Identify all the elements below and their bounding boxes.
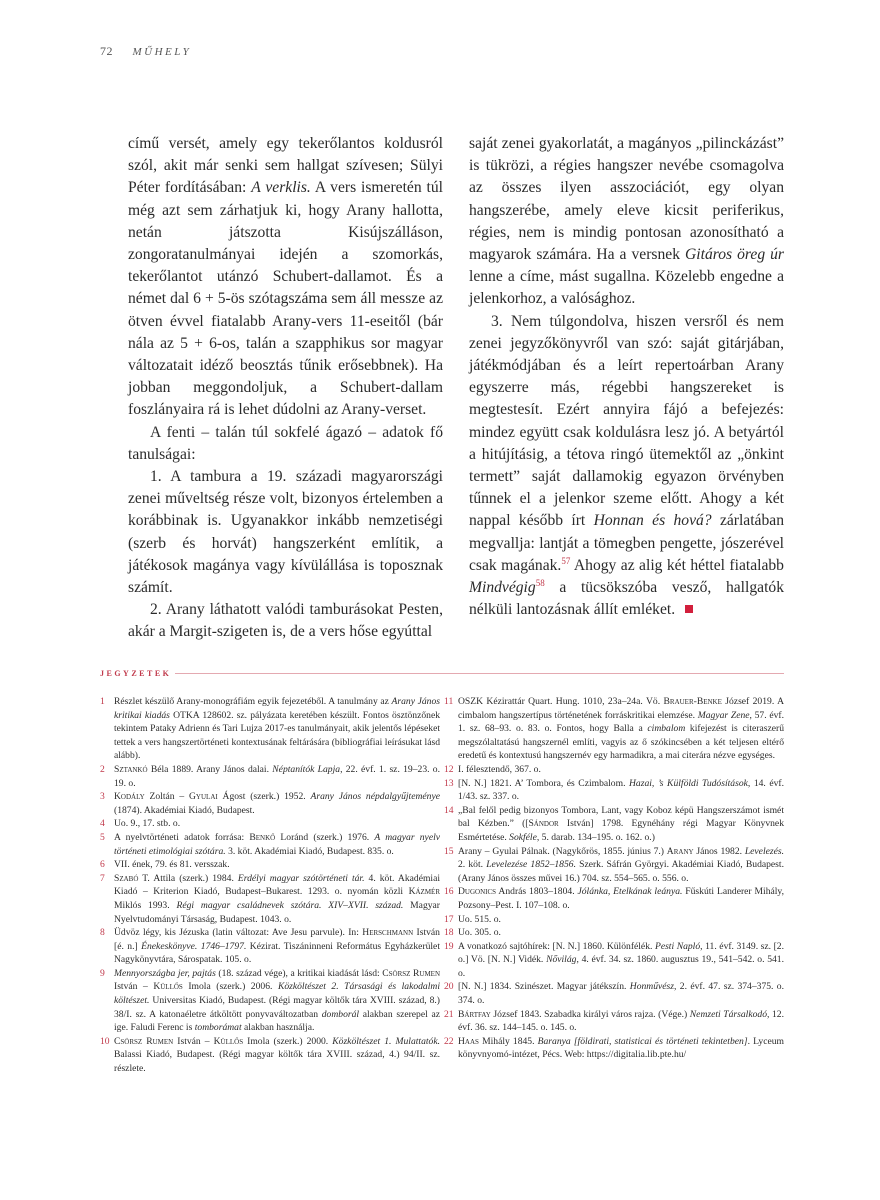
text-run: , 57. évf. 1. sz. 68–93. o. 83. o. Fontos, hogy Balla a bbox=[458, 709, 784, 735]
footnote bbox=[100, 1035, 440, 1076]
footnote-text bbox=[114, 858, 440, 872]
end-of-article-mark bbox=[685, 605, 693, 613]
footnote-number: 16 bbox=[444, 886, 454, 898]
author-name: Sztankó bbox=[114, 763, 148, 775]
text-run: Részlet készülő Arany-monográfiám egyik fejezetéből. A tanulmány az bbox=[114, 696, 392, 707]
italic-text: A verklis. bbox=[251, 179, 311, 197]
text-run: című versét, amely egy tekerőlantos koldusról szól, akit már senki sem hallgat szívesen; Sülyi Péter fordításában: bbox=[128, 135, 443, 197]
paragraph bbox=[469, 133, 784, 311]
text-run: István – bbox=[173, 1035, 214, 1047]
footnote bbox=[444, 695, 784, 763]
footnotes bbox=[100, 695, 784, 1076]
footnote bbox=[444, 885, 784, 912]
footnote-number: 1 bbox=[100, 696, 105, 707]
italic-text: tomborámat bbox=[194, 1022, 242, 1034]
author-name: Bártfay bbox=[458, 1008, 491, 1020]
italic-text: Gitáros öreg úr bbox=[685, 246, 784, 264]
italic-text: Levelezése 1852–1856. bbox=[486, 859, 576, 871]
body-column-right bbox=[469, 133, 784, 644]
footnote bbox=[100, 817, 440, 831]
text-run: T. Attila (szerk.) 1984. bbox=[138, 872, 238, 884]
text-run: Uo. 515. o. bbox=[458, 913, 501, 925]
footnote-text bbox=[114, 872, 440, 926]
author-name: Sándor bbox=[528, 818, 559, 830]
italic-text: Közköltészet 2. Társasági és lakodalmi költészet. bbox=[114, 981, 440, 1007]
footnote-number: 17 bbox=[444, 913, 454, 925]
text-run: András 1803–1804. bbox=[496, 886, 578, 898]
footnote bbox=[100, 695, 440, 763]
footnote bbox=[100, 831, 440, 858]
text-run: István [é. n.] bbox=[114, 927, 440, 952]
text-run: (18. század vége), a kritikai kiadását lásd: bbox=[215, 967, 383, 979]
text-run: alakban szerepel az ige. Faludi Ferenc is bbox=[114, 1008, 440, 1034]
italic-text: Arany János népdalgyűjteménye bbox=[310, 791, 440, 803]
italic-text: Mennyországba jer, pajtás bbox=[114, 967, 216, 979]
text-run: , 22. évf. 1. sz. 19–23. o. 19. o. bbox=[114, 763, 440, 789]
footnote-text bbox=[114, 1035, 440, 1076]
footnote-number: 20 bbox=[444, 981, 454, 993]
footnote-text bbox=[458, 845, 784, 886]
footnote-number: 22 bbox=[444, 1035, 454, 1047]
paragraph bbox=[128, 133, 443, 422]
footnote-text bbox=[458, 1008, 784, 1035]
footnote-text bbox=[458, 913, 784, 927]
footnotes-column-left bbox=[100, 695, 440, 1076]
text-run: lenne a címe, mást sugallna. Közelebb engedne a jelenkorhoz, a valósághoz. bbox=[469, 268, 784, 308]
text-run: zárlatában megvallja: lantját a tömegben pengette, jószerével csak magának. bbox=[469, 512, 784, 574]
text-run: OTKA 128602. sz. pályázata keretében készült. Fontos ösztönzőnek tekintem Pataky Adrienn és Tari Lujza 2017-es tanulmányait, akik jelentős lépéseket tettek a vers hangszertörténeti kontextusának feltárására (bibliográfiai leírásukat lásd alább). bbox=[114, 709, 441, 762]
footnote-text bbox=[114, 926, 440, 967]
italic-text: Arany János kritikai kiadás bbox=[114, 696, 440, 721]
author-name: Küllős bbox=[153, 981, 183, 993]
footnote bbox=[444, 980, 784, 1007]
text-run: 3. Nem túlgondolva, hiszen versről és nem zenei jegyzőkönyvről van szó: saját gitárjában, játékmódjában és a leírt repertoárban Arany egyszerre más, régebbi hangszereket is megtestesít. Ezért annyira fájó a befejezés: mindez együtt csak koldulásra lesz jó. A betyártól a hitújításig, a tétova ringó ütemektől az „önkint termett” saját dallamokig egyazon örvényben tűnnek el a jelenkor szeme előtt. Ahogy a két nappal később írt bbox=[469, 312, 784, 530]
footnote-number: 5 bbox=[100, 831, 105, 843]
italic-text: Baranya [földirati, statisticai és történeti tekintetben] bbox=[537, 1035, 748, 1047]
author-name: Küllős bbox=[213, 1035, 244, 1047]
text-run: Ágost (szerk.) 1952. bbox=[217, 791, 311, 803]
text-run: 2. köt. bbox=[458, 859, 487, 871]
italic-text: Honművész bbox=[629, 981, 675, 993]
body-column-left bbox=[128, 133, 443, 644]
paragraph bbox=[128, 599, 443, 643]
text-run: Mihály 1845. bbox=[478, 1035, 538, 1047]
footnote-number: 7 bbox=[100, 872, 105, 884]
footnote-text bbox=[114, 790, 440, 817]
text-run: [N. N.] 1834. Szinészet. Magyar játékszín. bbox=[458, 981, 630, 993]
text-run: , 11. évf. 3149. sz. [2. o.] Vö. [N. N.] Vidék. bbox=[458, 940, 784, 966]
footnote bbox=[444, 777, 784, 804]
text-run: Balassi Kiadó, Budapest. (Régi magyar költők tára XVIII. század, 4.) 94/II. sz. részlete. bbox=[114, 1049, 440, 1075]
text-run: a tücsökszóba vesző, hallgatók nélküli lantozásnak állít emléket. bbox=[469, 579, 784, 619]
footnotes-column-right bbox=[444, 695, 784, 1076]
italic-text: Honnan és hová? bbox=[593, 512, 712, 530]
author-name: Benkő bbox=[249, 831, 276, 843]
footnote-number: 8 bbox=[100, 927, 105, 939]
footnote bbox=[100, 763, 440, 790]
italic-text: Sokféle bbox=[509, 831, 537, 843]
footnote bbox=[100, 858, 440, 872]
author-name: Arany bbox=[666, 845, 694, 857]
text-run: , 2. évf. 47. sz. 374–375. o. 374. o. bbox=[458, 981, 784, 1007]
footnote-number: 12 bbox=[444, 763, 454, 775]
footnote-number: 11 bbox=[444, 696, 454, 707]
footnote bbox=[444, 913, 784, 927]
footnote-text bbox=[114, 967, 440, 1035]
text-run: Ahogy az alig két héttel fiatalabb bbox=[570, 556, 784, 574]
text-run: (1874). Akadémiai Kiadó, Budapest. bbox=[114, 804, 255, 816]
footnote-number: 21 bbox=[444, 1008, 454, 1020]
italic-text: Hazai, ’s Külföldi Tudósítások bbox=[629, 777, 748, 789]
text-run: Szerk. Sáfrán Györgyi. Akadémiai Kiadó, Budapest. (Arany János összes művei 16.) 704. sz. 554–565. o. 556. o. bbox=[458, 859, 784, 884]
text-run: I. félesztendő, 367. o. bbox=[458, 763, 541, 775]
footnote-text bbox=[114, 695, 440, 763]
footnote bbox=[100, 967, 440, 1035]
footnote bbox=[444, 1008, 784, 1035]
text-run: Uo. 305. o. bbox=[458, 927, 501, 939]
text-run: Imola (szerk.) 2006. bbox=[182, 981, 278, 993]
footnote bbox=[100, 926, 440, 967]
author-name: Gyulai bbox=[189, 791, 218, 803]
text-run: alakban használja. bbox=[241, 1022, 315, 1034]
text-run: , 14. évf. 1/43. sz. 337. o. bbox=[458, 777, 784, 803]
text-run: Magyar Nyelvtudományi Társaság, Budapest. 1043. o. bbox=[114, 899, 440, 925]
footnote-number: 19 bbox=[444, 940, 454, 952]
footnote-text bbox=[114, 831, 440, 858]
paragraph bbox=[128, 466, 443, 599]
text-run: József 2019. A cimbalom hangszertípus történetének forráskritikai elemzése. bbox=[458, 696, 785, 721]
footnote-number: 10 bbox=[100, 1035, 110, 1047]
footnote bbox=[444, 1035, 784, 1062]
footnote-number: 13 bbox=[444, 777, 454, 789]
italic-text: Nemzeti Társalkodó bbox=[689, 1008, 767, 1020]
text-run: Arany – Gyulai Pálnak. (Nagykőrös, 1855. június 7.) bbox=[458, 845, 667, 857]
italic-text: Levelezés. bbox=[744, 845, 784, 857]
italic-text: Énekeskönyve. 1746–1797. bbox=[141, 940, 247, 952]
text-run: , 5. darab. 134–195. o. 162. o.) bbox=[536, 831, 655, 843]
text-run: „Bal felől pedig bizonyos Tombora, Lant, vagy Koboz képü Hangszerszámot ismét bal Kézben.” ([ bbox=[458, 804, 784, 830]
footnote bbox=[444, 804, 784, 845]
italic-text: Erdélyi magyar szótörténeti tár. bbox=[237, 872, 365, 884]
italic-text: Mindvégig bbox=[469, 579, 536, 597]
author-name: Dugonics bbox=[458, 886, 497, 898]
italic-text: Magyar Zene bbox=[697, 709, 750, 721]
italic-text: Jólánka, Etelkának leánya. bbox=[577, 886, 683, 898]
text-run: A vonatkozó sajtóhírek: [N. N.] 1860. Különfélék. bbox=[458, 940, 655, 952]
footnote-number: 9 bbox=[100, 967, 105, 979]
paragraph bbox=[469, 311, 784, 622]
text-run: Imola (szerk.) 2000. bbox=[243, 1035, 333, 1047]
footnote-number: 4 bbox=[100, 818, 105, 830]
footnote-text bbox=[458, 885, 784, 912]
text-run: kifejezést is citeraszerű megszólaltatású hangszernél említi, vagyis az ő szókincsében a két teljesen eltérő eredetű és kontextusú hangszernév egy harmadikra, a mai citerára nézve egységes. bbox=[458, 723, 784, 762]
text-run: József 1843. Szabadka királyi város rajza. (Vége.) bbox=[490, 1008, 690, 1020]
body-text bbox=[128, 133, 784, 644]
footnote-text bbox=[458, 804, 784, 845]
footnote-number: 14 bbox=[444, 804, 454, 816]
italic-text: A magyar nyelv történeti etimológiai szótára. bbox=[114, 831, 440, 857]
author-name: Kodály bbox=[114, 791, 145, 803]
text-run: Kézirat. Tiszáninneni Református Egyházkerület Nagykönyvtára, Sárospatak. 105. o. bbox=[114, 940, 440, 966]
footnote bbox=[100, 790, 440, 817]
text-run: Universitas Kiadó, Budapest. (Régi magyar költők tára XVIII. század, 8.) 38/I. sz. A katonaéletre átköltött ponyvaváltozatban bbox=[114, 995, 440, 1020]
author-name: Kázmér bbox=[408, 886, 440, 898]
footnote bbox=[444, 845, 784, 886]
text-run: VII. ének, 79. és 81. versszak. bbox=[114, 859, 230, 871]
italic-text: Közköltészet 1. Mulattatók. bbox=[332, 1035, 440, 1047]
author-name: Haas bbox=[458, 1035, 479, 1047]
text-run: 2. Arany láthatott valódi tamburásokat Pesten, akár a Margit-szigeten is, de a vers hőse egyúttal bbox=[128, 601, 443, 641]
text-run: A fenti – talán túl sokfelé ágazó – adatok fő tanulságai: bbox=[128, 423, 443, 463]
author-name: Herschmann bbox=[362, 927, 414, 939]
italic-text: Pesti Napló bbox=[654, 940, 701, 952]
page-number: 72 bbox=[100, 44, 113, 58]
text-run: Zoltán – bbox=[144, 791, 189, 803]
text-run: . Lyceum könyvnyomó-intézet, Pécs. Web: https://digitalia.lib.pte.hu/ bbox=[458, 1035, 784, 1061]
text-run: Fűskúti Landerer Mihály, Pozsony–Pest. I. 107–108. o. bbox=[458, 886, 784, 911]
italic-text: Régi magyar családnevek szótára. XIV–XVII. század. bbox=[176, 899, 404, 911]
text-run: , 12. évf. 36. sz. 144–145. o. 145. o. bbox=[458, 1008, 784, 1034]
author-name: Brauer-Benke bbox=[663, 696, 722, 707]
text-run: Uo. 9., 17. stb. o. bbox=[114, 818, 181, 830]
footnote-text bbox=[458, 777, 784, 804]
text-run: OSZK Kézirattár Quart. Hung. 1010, 23a–24a. Vö. bbox=[458, 696, 664, 707]
footnote-text bbox=[114, 763, 440, 790]
footnote-text bbox=[114, 817, 440, 831]
text-run: , 4. évf. 34. sz. 1860. augusztus 19., 541–542. o. 541. o. bbox=[458, 954, 784, 979]
notes-title: JEGYZETEK bbox=[100, 669, 172, 678]
text-run: [N. N.] 1821. A’ Tombora, és Czimbalom. bbox=[458, 777, 629, 789]
italic-text: cimbalom bbox=[647, 723, 686, 735]
running-head bbox=[100, 44, 191, 59]
footnote-number: 15 bbox=[444, 845, 454, 857]
section-title: MŰHELY bbox=[132, 46, 192, 58]
footnote-ref[interactable]: 58 bbox=[535, 578, 545, 589]
footnote-number: 3 bbox=[100, 791, 105, 803]
footnote bbox=[444, 763, 784, 777]
text-run: Üdvöz légy, kis Jézuska (latin változat: Ave Jesu parvule). In: bbox=[114, 927, 363, 939]
footnote-ref[interactable]: 57 bbox=[561, 555, 571, 566]
italic-text: Néptanítók Lapja bbox=[272, 763, 341, 775]
footnote bbox=[444, 926, 784, 940]
text-run: Miklós 1993. bbox=[114, 899, 177, 911]
text-run: A nyelvtörténeti adatok forrása: bbox=[114, 831, 250, 843]
text-run: 1. A tambura a 19. századi magyarországi zenei műveltség része volt, bizonyos értelemben a korábbinak is. Ugyanakkor inkább nemzetiségi (szerb és horvát) hangszerként említik, a játékosok magánya vagy kívülállása is toposznak számít. bbox=[128, 468, 443, 597]
footnote-text bbox=[458, 695, 784, 763]
footnote-text bbox=[458, 926, 784, 940]
text-run: 3. köt. Akadémiai Kiadó, Budapest. 835. o. bbox=[225, 845, 394, 857]
text-run: saját zenei gyakorlatát, a magányos „pilinckázást” is tükrözi, a régies hangszer nevébe csomagolva az összes ilyen asszociációt, egy olyan hangszerébe, amely eleve kicsit periferikus, régies, nem is mindig pontosan azonosítható a magyarok számára. Ha a versnek bbox=[469, 135, 784, 264]
text-run: Loránd (szerk.) 1976. bbox=[275, 831, 375, 843]
footnote-number: 18 bbox=[444, 927, 454, 939]
footnote-text bbox=[458, 940, 784, 981]
author-name: Csörsz Rumen bbox=[382, 967, 440, 979]
footnote bbox=[444, 940, 784, 981]
italic-text: domborál bbox=[321, 1008, 360, 1020]
notes-divider bbox=[175, 673, 784, 674]
footnote-number: 6 bbox=[100, 859, 105, 871]
footnote-number: 2 bbox=[100, 763, 105, 775]
text-run: A vers ismeretén túl még azt sem zárhatjuk ki, hogy Arany hallotta, netán játszotta Kisújszálláson, zongoratanulmányai idején a szomorkás, tekerőlantot utánzó Schubert-dallamot. És a német dal 6 + 5-ös szótagszáma sem áll messze az ötven évvel fiatalabb Arany-vers 11-eseitől (bár nála az 5 + 6-os, talán a szapphikus sor magyar változatait idéző beosztás tűnik erősebbnek). Ha jobban meggondoljuk, a Schubert-dallam foszlányaira rá is lehet dúdolni az Arany-verset. bbox=[128, 179, 443, 419]
italic-text: Nővilág bbox=[546, 954, 577, 966]
text-run: István – bbox=[114, 981, 154, 993]
text-run: Béla 1889. Arany János dalai. bbox=[147, 763, 273, 775]
author-name: Csörsz Rumen bbox=[114, 1035, 174, 1047]
paragraph bbox=[128, 422, 443, 466]
text-run: 4. köt. Akadémiai Kiadó – Kriterion Kiadó, Budapest–Bukarest. 1293. o. nyomán közli bbox=[114, 872, 440, 898]
notes-header bbox=[100, 669, 784, 678]
footnote-text bbox=[458, 980, 784, 1007]
footnote bbox=[100, 872, 440, 926]
footnote-text bbox=[458, 763, 784, 777]
text-run: János 1982. bbox=[693, 845, 745, 857]
author-name: Szabó bbox=[114, 872, 139, 884]
text-run: István] 1798. Egynéhány régi Magyar Könyvnek Esmértetése. bbox=[458, 818, 784, 843]
footnote-text bbox=[458, 1035, 784, 1062]
